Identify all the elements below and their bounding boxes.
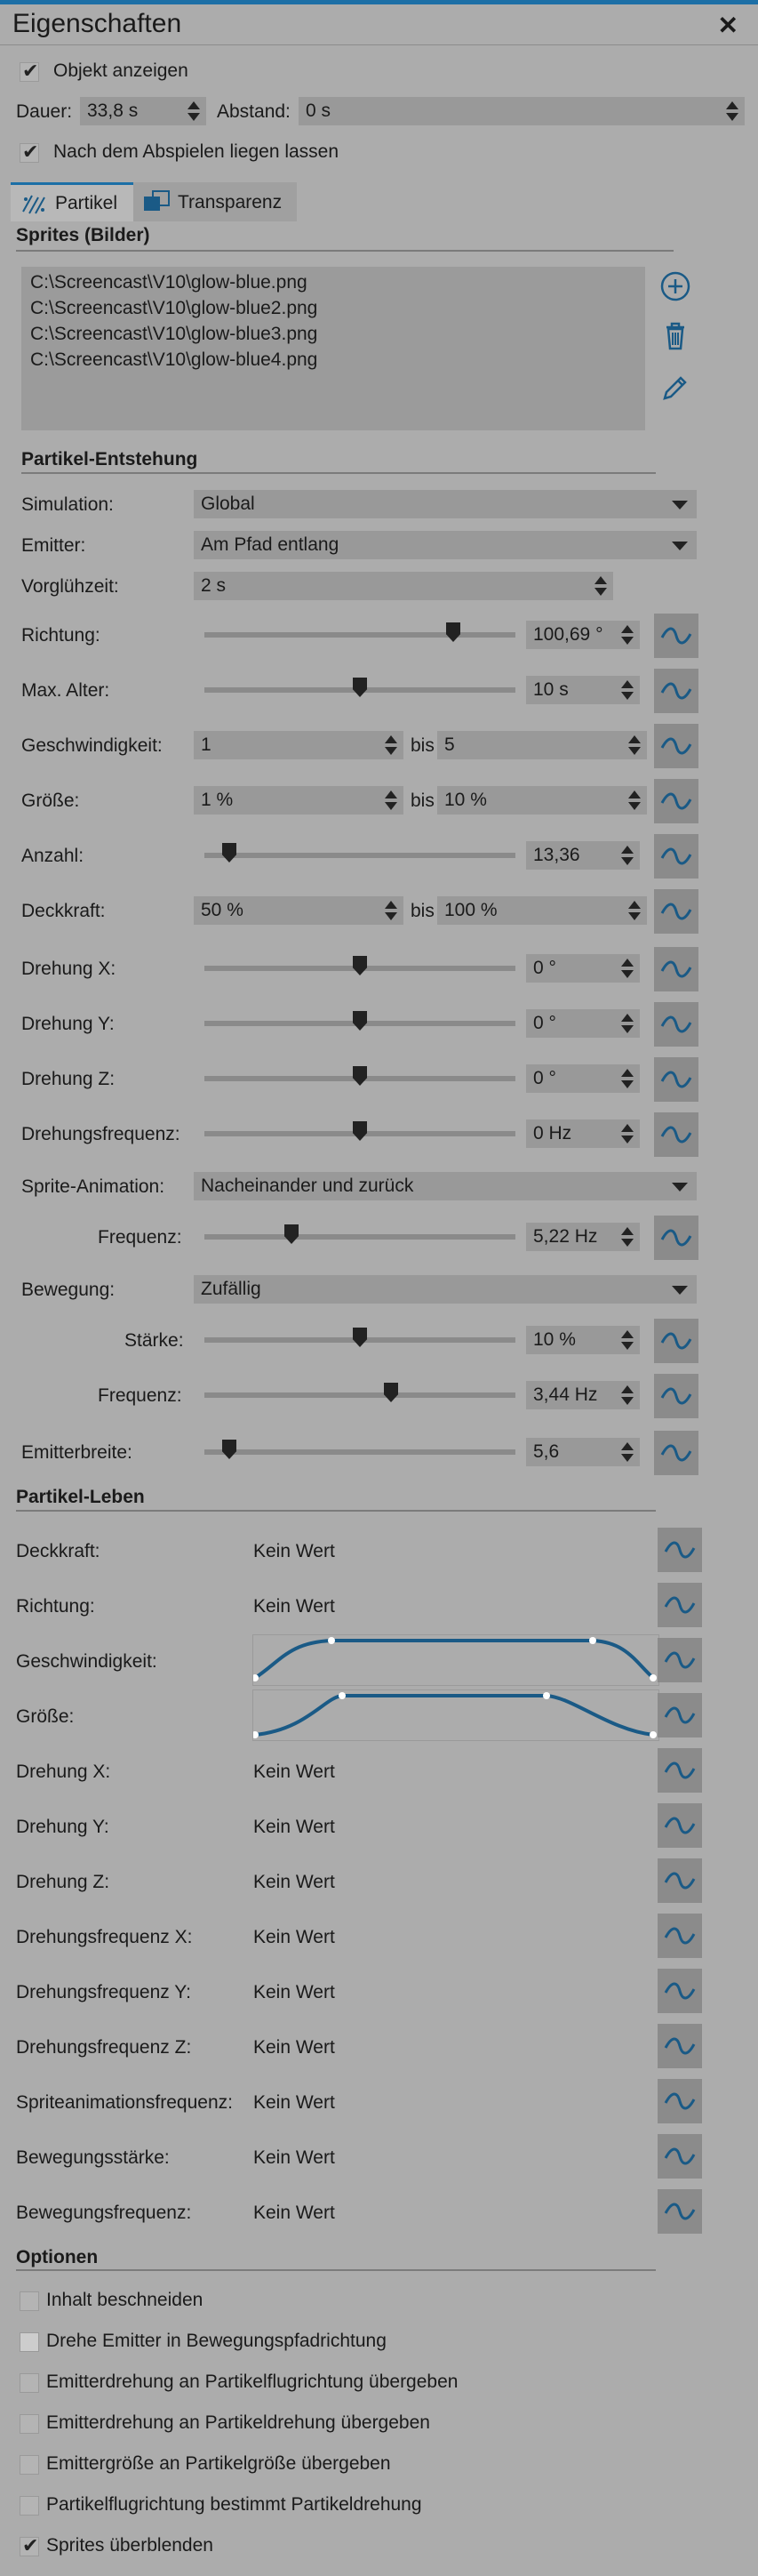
life-row-label: Größe: — [16, 1706, 75, 1727]
life-row-value: Kein Wert — [253, 1927, 335, 1947]
size-from-field[interactable] — [194, 786, 403, 815]
rot-freq-label: Drehungsfrequenz: — [21, 1124, 180, 1144]
move-freq-field[interactable] — [526, 1381, 640, 1409]
simulation-select[interactable] — [194, 490, 697, 518]
life-row-value: Kein Wert — [253, 2037, 335, 2058]
option-checkbox[interactable] — [20, 2496, 39, 2516]
life-row-label: Deckkraft: — [16, 1541, 100, 1561]
rot-y-spin-icon[interactable] — [620, 1011, 634, 1036]
life-move-freq-curve-button[interactable] — [658, 2189, 702, 2234]
speed-to-spin-icon[interactable] — [627, 733, 642, 758]
rot-freq-value: 0 Hz — [533, 1123, 572, 1144]
life-rot-freq-y-curve-button[interactable] — [658, 1969, 702, 2013]
life-rot-freq-x-curve-button[interactable] — [658, 1914, 702, 1958]
life-row-value: Kein Wert — [253, 2203, 335, 2223]
duration-value: 33,8 s — [87, 100, 139, 121]
sprite-freq-slider-track[interactable] — [204, 1234, 515, 1240]
show-object-checkbox[interactable] — [20, 62, 39, 82]
emitter-width-field[interactable] — [526, 1438, 640, 1466]
sprite-freq-value: 5,22 Hz — [533, 1226, 598, 1247]
curve-wave-icon — [663, 1812, 697, 1839]
curve-wave-icon — [663, 1978, 697, 2004]
size-to-field[interactable] — [437, 786, 647, 815]
emitter-width-value: 5,6 — [533, 1441, 560, 1462]
direction-slider-thumb[interactable] — [446, 622, 460, 642]
distance-label: Abstand: — [217, 101, 291, 122]
opacity-label: Deckkraft: — [21, 901, 106, 921]
emission-header: Partikel-Entstehung — [21, 449, 198, 469]
speed-label: Geschwindigkeit: — [21, 735, 163, 756]
sprite-freq-label: Frequenz: — [98, 1227, 182, 1248]
delete-sprite-button[interactable] — [656, 317, 695, 356]
close-icon[interactable]: ✕ — [717, 12, 738, 39]
opacity-from-spin-icon[interactable] — [384, 898, 398, 923]
opacity-from-value: 50 % — [201, 900, 243, 920]
max-age-slider-thumb[interactable] — [353, 678, 367, 697]
list-item[interactable]: C:\Screencast\V10\glow-blue4.png — [30, 349, 318, 370]
move-freq-spin-icon[interactable] — [620, 1383, 634, 1408]
rot-x-label: Drehung X: — [21, 959, 116, 979]
life-size-curve-button[interactable] — [658, 1693, 702, 1737]
life-row-value: Kein Wert — [253, 1761, 335, 1782]
emitter-label: Emitter: — [21, 535, 86, 556]
direction-value: 100,69 ° — [533, 624, 603, 645]
option-checkbox[interactable] — [20, 2291, 39, 2311]
add-icon — [656, 267, 695, 306]
life-direction-curve-button[interactable] — [658, 1583, 702, 1627]
list-item[interactable]: C:\Screencast\V10\glow-blue.png — [30, 272, 307, 293]
size-from-value: 1 % — [201, 790, 234, 810]
option-label: Emittergröße an Partikelgröße übergeben — [46, 2453, 391, 2474]
size-bis-label: bis — [411, 790, 435, 811]
preglow-label: Vorglühzeit: — [21, 576, 119, 597]
life-speed-curve-button[interactable] — [658, 1638, 702, 1682]
tab-transparenz[interactable] — [133, 182, 297, 221]
move-strength-label: Stärke: — [124, 1330, 184, 1351]
rot-y-value: 0 ° — [533, 1013, 556, 1033]
curve-wave-icon — [659, 1011, 693, 1038]
life-row-label: Drehung Y: — [16, 1817, 109, 1837]
life-size-curve-preview[interactable] — [252, 1689, 659, 1741]
move-freq-slider-track[interactable] — [204, 1392, 515, 1398]
preglow-value: 2 s — [201, 575, 227, 596]
count-value: 13,36 — [533, 845, 580, 865]
curve-wave-icon — [663, 1592, 697, 1618]
curve-wave-icon — [663, 1702, 697, 1729]
move-freq-curve-button[interactable] — [654, 1374, 698, 1418]
rot-y-label: Drehung Y: — [21, 1014, 115, 1034]
transparency-icon — [142, 189, 171, 214]
chevron-down-icon — [672, 1286, 688, 1295]
rot-x-spin-icon[interactable] — [620, 956, 634, 981]
speed-curve-graph — [253, 1635, 658, 1685]
rot-y-slider-thumb[interactable] — [353, 1011, 367, 1031]
opacity-to-spin-icon[interactable] — [627, 898, 642, 923]
rot-z-value: 0 ° — [533, 1068, 556, 1088]
direction-slider-track[interactable] — [204, 632, 515, 638]
move-strength-value: 10 % — [533, 1329, 576, 1350]
tab-partikel[interactable] — [11, 182, 133, 221]
option-label: Emitterdrehung an Partikeldrehung übergeben — [46, 2412, 430, 2433]
rot-y-curve-button[interactable] — [654, 1002, 698, 1047]
size-label: Größe: — [21, 790, 80, 811]
life-row-label: Drehungsfrequenz X: — [16, 1927, 193, 1947]
curve-wave-icon — [659, 898, 693, 925]
life-row-value: Kein Wert — [253, 1817, 335, 1837]
opacity-to-field[interactable] — [437, 896, 647, 925]
life-sprite-anim-freq-curve-button[interactable] — [658, 2079, 702, 2123]
curve-wave-icon — [659, 678, 693, 704]
emitter-select[interactable] — [194, 531, 697, 559]
curve-wave-icon — [659, 788, 693, 815]
distance-field[interactable] — [299, 97, 745, 125]
rot-y-field[interactable] — [526, 1009, 640, 1038]
move-strength-spin-icon[interactable] — [620, 1328, 634, 1352]
opacity-to-value: 100 % — [444, 900, 498, 920]
speed-from-spin-icon[interactable] — [384, 733, 398, 758]
life-row-label: Geschwindigkeit: — [16, 1651, 157, 1672]
move-strength-field[interactable] — [526, 1326, 640, 1354]
max-age-value: 10 s — [533, 679, 569, 700]
life-row-value: Kein Wert — [253, 1596, 335, 1617]
option-label: Emitterdrehung an Partikelflugrichtung übergeben — [46, 2371, 459, 2392]
curve-wave-icon — [663, 1537, 697, 1563]
count-label: Anzahl: — [21, 846, 84, 866]
sprite-freq-field[interactable] — [526, 1223, 640, 1251]
option-label: Inhalt beschneiden — [46, 2290, 203, 2310]
movement-label: Bewegung: — [21, 1280, 116, 1300]
curve-wave-icon — [659, 1328, 693, 1354]
direction-label: Richtung: — [21, 625, 100, 646]
window-accent-bar — [0, 0, 758, 4]
life-row-label: Bewegungsstärke: — [16, 2147, 170, 2168]
speed-to-field[interactable] — [437, 731, 647, 759]
tab-transparenz-label: Transparenz — [178, 192, 283, 213]
distance-spin-icon[interactable] — [725, 99, 739, 124]
options-header: Optionen — [16, 2247, 99, 2267]
rot-z-slider-thumb[interactable] — [353, 1066, 367, 1086]
curve-wave-icon — [663, 1647, 697, 1673]
option-label: Sprites überblenden — [46, 2535, 213, 2556]
sprites-list[interactable] — [21, 267, 645, 430]
rot-z-label: Drehung Z: — [21, 1069, 116, 1089]
life-row-value: Kein Wert — [253, 2147, 335, 2168]
preglow-spin-icon[interactable] — [594, 574, 608, 598]
life-row-label: Richtung: — [16, 1596, 95, 1617]
rot-x-field[interactable] — [526, 954, 640, 983]
list-item[interactable]: C:\Screencast\V10\glow-blue3.png — [30, 324, 318, 344]
life-row-value: Kein Wert — [253, 1872, 335, 1892]
curve-wave-icon — [659, 1066, 693, 1093]
rot-z-field[interactable] — [526, 1064, 640, 1093]
title-divider — [0, 44, 758, 45]
life-row-label: Drehungsfrequenz Z: — [16, 2037, 192, 2058]
stay-after-checkbox[interactable] — [20, 143, 39, 163]
count-spin-icon[interactable] — [620, 843, 634, 868]
particles-icon — [21, 192, 48, 215]
rot-freq-curve-button[interactable] — [654, 1112, 698, 1157]
speed-bis-label: bis — [411, 735, 435, 756]
curve-wave-icon — [659, 1121, 693, 1148]
curve-wave-icon — [663, 2033, 697, 2059]
curve-wave-icon — [659, 733, 693, 759]
max-age-spin-icon[interactable] — [620, 678, 634, 702]
sprite-freq-spin-icon[interactable] — [620, 1224, 634, 1249]
curve-wave-icon — [663, 2088, 697, 2115]
life-row-label: Bewegungsfrequenz: — [16, 2203, 192, 2223]
rot-z-curve-button[interactable] — [654, 1057, 698, 1102]
life-opacity-curve-button[interactable] — [658, 1528, 702, 1572]
list-item[interactable]: C:\Screencast\V10\glow-blue2.png — [30, 298, 318, 318]
movement-value: Zufällig — [201, 1279, 261, 1299]
option-checkbox[interactable] — [20, 2537, 39, 2556]
distance-value: 0 s — [306, 100, 331, 121]
direction-curve-button[interactable] — [654, 614, 698, 658]
curve-wave-icon — [659, 956, 693, 983]
simulation-label: Simulation: — [21, 494, 114, 515]
curve-wave-icon — [663, 1757, 697, 1784]
sprite-anim-value: Nacheinander und zurück — [201, 1176, 414, 1196]
rot-freq-spin-icon[interactable] — [620, 1121, 634, 1146]
option-checkbox[interactable] — [20, 2373, 39, 2393]
option-checkbox[interactable] — [20, 2332, 39, 2352]
life-rot-z-curve-button[interactable] — [658, 1858, 702, 1903]
speed-to-value: 5 — [444, 734, 455, 755]
life-rot-freq-z-curve-button[interactable] — [658, 2024, 702, 2068]
rot-x-value: 0 ° — [533, 958, 556, 978]
sprite-anim-select[interactable] — [194, 1172, 697, 1200]
sprite-anim-label: Sprite-Animation: — [21, 1176, 165, 1197]
life-row-label: Drehungsfrequenz Y: — [16, 1982, 191, 2002]
life-row-label: Drehung X: — [16, 1761, 111, 1782]
chevron-down-icon — [672, 542, 688, 550]
life-speed-curve-preview[interactable] — [252, 1634, 659, 1686]
sprite-freq-curve-button[interactable] — [654, 1216, 698, 1260]
curve-wave-icon — [663, 1922, 697, 1949]
tab-partikel-label: Partikel — [55, 193, 118, 213]
sprites-divider — [16, 250, 674, 252]
size-to-value: 10 % — [444, 790, 487, 810]
life-rot-x-curve-button[interactable] — [658, 1748, 702, 1793]
trash-icon — [656, 317, 695, 356]
edit-sprite-button[interactable] — [656, 368, 695, 407]
option-checkbox[interactable] — [20, 2455, 39, 2475]
add-sprite-button[interactable] — [656, 267, 695, 306]
size-curve-button[interactable] — [654, 779, 698, 823]
chevron-down-icon — [672, 1183, 688, 1192]
preglow-field[interactable] — [194, 572, 613, 600]
window-title: Eigenschaften — [12, 9, 182, 38]
life-move-strength-curve-button[interactable] — [658, 2134, 702, 2179]
size-curve-graph — [253, 1690, 658, 1740]
rot-freq-field[interactable] — [526, 1119, 640, 1148]
max-age-label: Max. Alter: — [21, 680, 110, 701]
emitter-value: Am Pfad entlang — [201, 534, 339, 555]
life-row-label: Spriteanimationsfrequenz: — [16, 2092, 233, 2113]
chevron-down-icon — [672, 501, 688, 510]
emitter-width-spin-icon[interactable] — [620, 1440, 634, 1465]
curve-wave-icon — [663, 2198, 697, 2225]
curve-wave-icon — [659, 622, 693, 649]
max-age-curve-button[interactable] — [654, 669, 698, 713]
move-freq-slider-thumb[interactable] — [384, 1383, 398, 1402]
max-age-field[interactable] — [526, 676, 640, 704]
rot-freq-slider-thumb[interactable] — [353, 1121, 367, 1141]
option-label: Partikelflugrichtung bestimmt Partikeldrehung — [46, 2494, 422, 2515]
life-rot-y-curve-button[interactable] — [658, 1803, 702, 1848]
curve-wave-icon — [659, 1440, 693, 1466]
life-header: Partikel-Leben — [16, 1487, 145, 1507]
direction-field[interactable] — [526, 621, 640, 649]
emitter-width-curve-button[interactable] — [654, 1431, 698, 1475]
speed-curve-button[interactable] — [654, 724, 698, 768]
speed-from-field[interactable] — [194, 731, 403, 759]
direction-spin-icon[interactable] — [620, 622, 634, 647]
rot-x-curve-button[interactable] — [654, 947, 698, 991]
option-checkbox[interactable] — [20, 2414, 39, 2434]
stay-after-label: Nach dem Abspielen liegen lassen — [53, 141, 339, 162]
move-strength-slider-thumb[interactable] — [353, 1328, 367, 1347]
curve-wave-icon — [659, 843, 693, 870]
rot-z-spin-icon[interactable] — [620, 1066, 634, 1091]
curve-wave-icon — [663, 1867, 697, 1894]
duration-spin-icon[interactable] — [187, 99, 201, 124]
opacity-curve-button[interactable] — [654, 889, 698, 934]
simulation-value: Global — [201, 494, 255, 514]
edit-pen-icon — [656, 368, 695, 407]
emitter-width-label: Emitterbreite: — [21, 1442, 132, 1463]
life-row-value: Kein Wert — [253, 1541, 335, 1561]
rot-x-slider-thumb[interactable] — [353, 956, 367, 975]
size-to-spin-icon[interactable] — [627, 788, 642, 813]
duration-label: Dauer: — [16, 101, 73, 122]
life-row-value: Kein Wert — [253, 1982, 335, 2002]
emission-divider — [21, 472, 656, 474]
opacity-from-field[interactable] — [194, 896, 403, 925]
count-curve-button[interactable] — [654, 834, 698, 879]
count-slider-track[interactable] — [204, 853, 515, 858]
sprite-freq-slider-thumb[interactable] — [284, 1224, 299, 1244]
life-row-label: Drehung Z: — [16, 1872, 110, 1892]
curve-wave-icon — [663, 2143, 697, 2170]
life-divider — [16, 1510, 656, 1512]
movement-select[interactable] — [194, 1275, 697, 1304]
show-object-label: Objekt anzeigen — [53, 60, 188, 81]
life-row-value: Kein Wert — [253, 2092, 335, 2113]
sprites-header: Sprites (Bilder) — [16, 225, 150, 245]
size-from-spin-icon[interactable] — [384, 788, 398, 813]
opacity-bis-label: bis — [411, 901, 435, 921]
emitter-width-slider-track[interactable] — [204, 1449, 515, 1455]
speed-from-value: 1 — [201, 734, 211, 755]
move-freq-value: 3,44 Hz — [533, 1384, 598, 1405]
duration-field[interactable] — [80, 97, 206, 125]
options-divider — [16, 2269, 656, 2271]
curve-wave-icon — [659, 1224, 693, 1251]
count-field[interactable] — [526, 841, 640, 870]
move-freq-label: Frequenz: — [98, 1385, 182, 1406]
emitter-width-slider-thumb[interactable] — [222, 1440, 236, 1459]
curve-wave-icon — [659, 1383, 693, 1409]
move-strength-curve-button[interactable] — [654, 1319, 698, 1363]
option-label: Drehe Emitter in Bewegungspfadrichtung — [46, 2331, 387, 2351]
count-slider-thumb[interactable] — [222, 843, 236, 863]
